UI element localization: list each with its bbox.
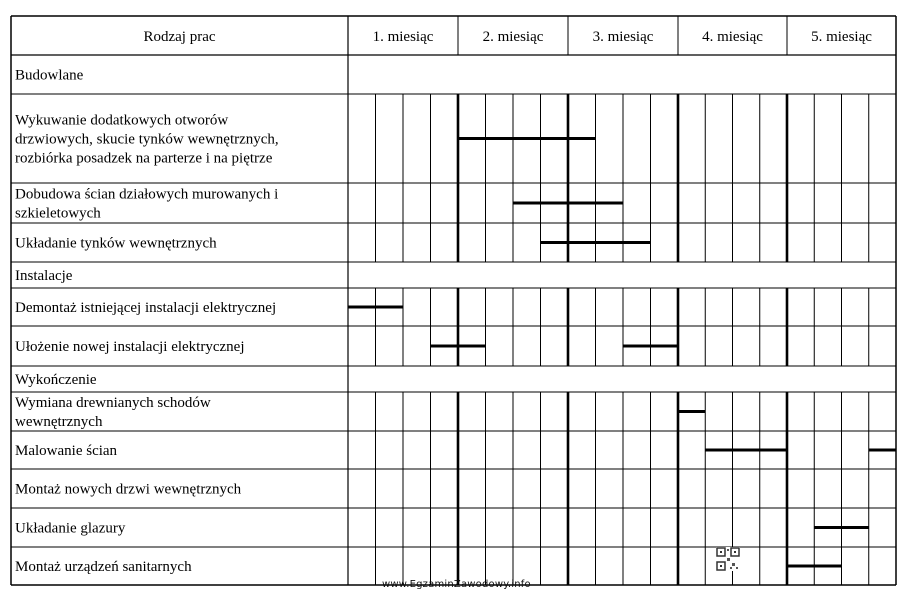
watermark-text: www.EgzaminZawodowy.info — [382, 579, 531, 590]
section-label-instalacje: Instalacje — [15, 268, 73, 284]
section-label-wykończenie: Wykończenie — [15, 372, 97, 388]
task-label-line: Montaż urządzeń sanitarnych — [15, 559, 192, 575]
task-label-line: wewnętrznych — [15, 414, 103, 430]
task-label-line: Wykuwanie dodatkowych otworów — [15, 112, 229, 129]
task-label-line: Układanie tynków wewnętrznych — [15, 235, 217, 252]
header-task-column: Rodzaj prac — [143, 29, 216, 45]
task-label-line: szkieletowych — [15, 205, 101, 222]
task-label-line: drzwiowych, skucie tynków wewnętrznych, — [15, 131, 279, 148]
section-label-budowlane: Budowlane — [15, 67, 84, 84]
task-label-line: Demontaż istniejącej instalacji elektrycznej — [15, 300, 277, 316]
header-month-3: 3. miesiąc — [592, 29, 654, 45]
task-label-line: Dobudowa ścian działowych murowanych i — [15, 186, 279, 203]
header-month-5: 5. miesiąc — [811, 29, 872, 45]
task-label-line: Wymiana drewnianych schodów — [15, 395, 211, 411]
qr-code-icon — [716, 547, 740, 571]
task-label-line: rozbiórka posadzek na parterze i na piętrze — [15, 150, 273, 167]
header-month-2: 2. miesiąc — [482, 29, 544, 45]
task-label-line: Malowanie ścian — [15, 443, 118, 459]
task-label-line: Montaż nowych drzwi wewnętrznych — [15, 481, 242, 498]
header-month-1: 1. miesiąc — [372, 29, 434, 45]
task-label-line: Układanie glazury — [15, 520, 126, 537]
task-label-line: Ułożenie nowej instalacji elektrycznej — [15, 339, 245, 355]
header-month-4: 4. miesiąc — [702, 29, 763, 45]
